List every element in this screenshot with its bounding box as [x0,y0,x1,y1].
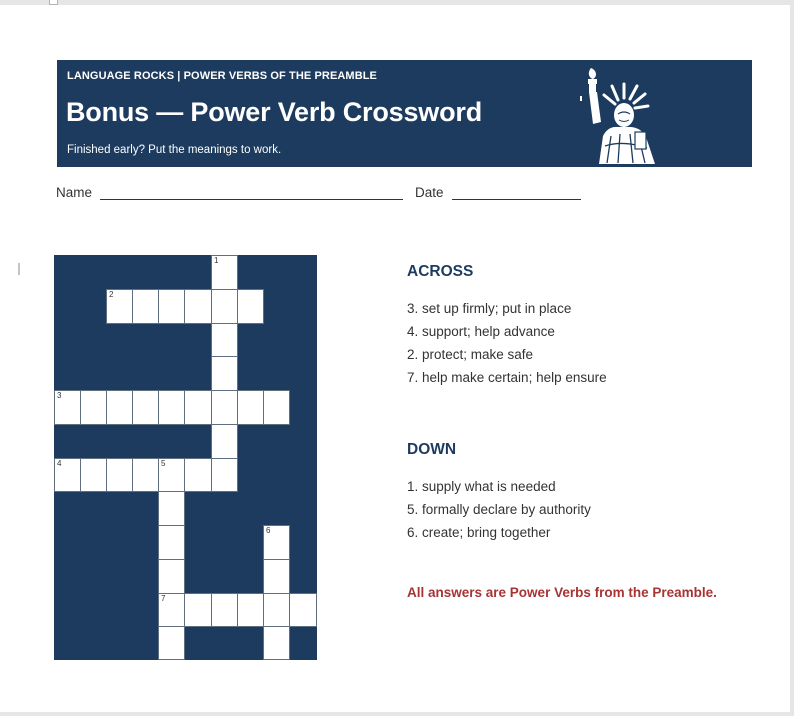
crossword-cell[interactable] [211,458,238,492]
statue-of-liberty-icon [577,64,677,165]
crossword-cell[interactable] [158,390,185,425]
page-edge-bottom [0,712,794,716]
header-banner [57,60,752,167]
header-subtitle: Finished early? Put the meanings to work. [67,144,282,156]
crossword-cell[interactable] [158,289,185,324]
crossword-cell[interactable] [184,593,212,627]
crossword-cell[interactable] [132,390,159,425]
crossword-cell[interactable] [80,390,107,425]
crossword-cell[interactable] [263,559,290,594]
crossword-cell[interactable] [237,390,264,425]
across-clue: 7. help make certain; help ensure [407,370,607,385]
date-field[interactable] [452,199,581,200]
across-clue: 3. set up firmly; put in place [407,301,572,316]
across-clue: 2. protect; make safe [407,347,534,362]
crossword-cell[interactable] [184,390,212,425]
crossword-cell[interactable] [289,593,317,627]
down-clue: 1. supply what is needed [407,479,556,494]
crossword-cell[interactable] [237,593,264,627]
crossword-cell[interactable] [184,458,212,492]
crossword-cell[interactable] [106,289,133,324]
date-label: Date [415,185,444,200]
down-clue: 6. create; bring together [407,525,551,540]
crossword-cell[interactable] [158,525,185,560]
crossword-cell[interactable] [132,289,159,324]
margin-marker [18,263,20,275]
crossword-cell[interactable] [158,626,185,660]
page-corner-marker [49,0,58,5]
down-clue: 5. formally declare by authority [407,502,591,517]
page-title: Bonus — Power Verb Crossword [66,97,482,127]
name-label: Name [56,185,93,200]
crossword-cell[interactable] [211,255,238,290]
down-heading: DOWN [407,441,457,458]
crossword-cell[interactable] [263,593,290,627]
name-field[interactable] [100,199,403,200]
crossword-cell[interactable] [263,525,290,560]
crossword-cell[interactable] [211,356,238,391]
clue-number: 7 [161,594,166,603]
crossword-cell[interactable] [237,289,264,324]
crossword-cell[interactable] [184,289,212,324]
answer-note: All answers are Power Verbs from the Preamble. [407,585,717,600]
crossword-cell[interactable] [80,458,107,492]
crossword-cell[interactable] [211,289,238,324]
crossword-cell[interactable] [158,559,185,594]
clue-number: 6 [266,526,271,535]
crossword-grid [54,255,317,660]
top-strip [0,0,794,5]
crossword-cell[interactable] [211,390,238,425]
crossword-cell[interactable] [106,458,133,492]
crossword-cell[interactable] [263,390,290,425]
crossword-cell[interactable] [263,626,290,660]
header-kicker: LANGUAGE ROCKS | POWER VERBS OF THE PREAMBLE [67,70,377,82]
clue-number: 5 [161,459,166,468]
clue-number: 2 [109,290,114,299]
crossword-cell[interactable] [211,593,238,627]
page-edge-right [790,5,794,716]
crossword-cell[interactable] [158,458,185,492]
across-clue: 4. support; help advance [407,324,555,339]
crossword-cell[interactable] [158,593,185,627]
crossword-cell[interactable] [54,390,81,425]
clue-number: 1 [214,256,219,265]
crossword-cell[interactable] [211,323,238,357]
clue-number: 4 [57,459,62,468]
across-heading: ACROSS [407,263,474,280]
crossword-cell[interactable] [158,491,185,526]
crossword-cell[interactable] [132,458,159,492]
crossword-cell[interactable] [54,458,81,492]
crossword-cell[interactable] [106,390,133,425]
crossword-cell[interactable] [211,424,238,459]
clue-number: 3 [57,391,62,400]
